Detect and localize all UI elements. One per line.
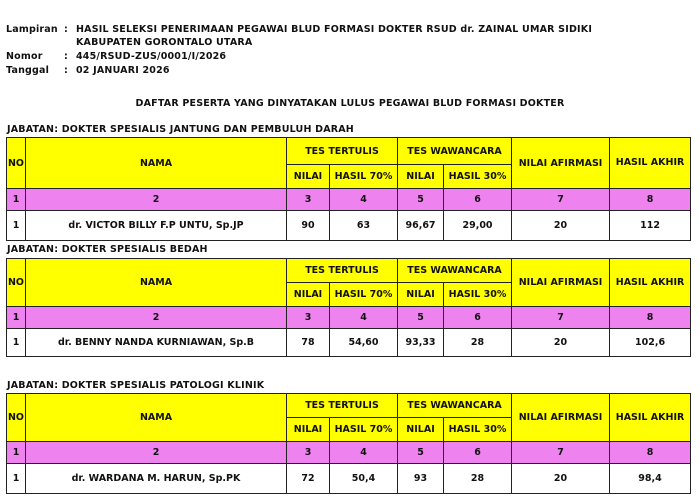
lampiran-line bbox=[6, 24, 592, 35]
col-hasil-akhir-header: HASIL AKHIR bbox=[610, 394, 691, 442]
row-hasil-akhir: 112 bbox=[610, 211, 691, 241]
index-cell: 5 bbox=[398, 307, 444, 329]
document-title: DAFTAR PESERTA YANG DINYATAKAN LULUS PEGAWAI BLUD FORMASI DOKTER bbox=[135, 98, 565, 109]
nomor-label: Nomor bbox=[6, 51, 43, 62]
tanggal-line bbox=[6, 65, 170, 76]
row-no: 1 bbox=[7, 464, 26, 494]
col-no-header: NO bbox=[7, 394, 26, 442]
row-nilai-tertulis: 72 bbox=[287, 464, 330, 494]
index-cell: 8 bbox=[610, 442, 691, 464]
index-cell: 2 bbox=[26, 307, 287, 329]
col-hasil30-header: HASIL 30% bbox=[444, 165, 512, 189]
row-nilai-wawancara: 96,67 bbox=[398, 211, 444, 241]
row-hasil-akhir: 98,4 bbox=[610, 464, 691, 494]
col-nilai-header: NILAI bbox=[398, 418, 444, 442]
index-cell: 3 bbox=[287, 307, 330, 329]
col-nilai-afirmasi-header: NILAI AFIRMASI bbox=[512, 394, 610, 442]
index-cell: 2 bbox=[26, 189, 287, 211]
col-hasil30-header: HASIL 30% bbox=[444, 418, 512, 442]
row-afirmasi: 20 bbox=[512, 464, 610, 494]
index-cell: 1 bbox=[7, 307, 26, 329]
table-row bbox=[7, 464, 691, 494]
col-no-header: NO bbox=[7, 138, 26, 189]
row-hasil-akhir: 102,6 bbox=[610, 329, 691, 357]
index-cell: 2 bbox=[26, 442, 287, 464]
table-row bbox=[7, 211, 691, 241]
row-hasil70: 50,4 bbox=[330, 464, 398, 494]
lampiran-line-2 bbox=[76, 37, 253, 48]
col-nilai-header: NILAI bbox=[398, 283, 444, 307]
col-hasil-akhir-header: HASIL AKHIR bbox=[610, 259, 691, 307]
row-nilai-wawancara: 93 bbox=[398, 464, 444, 494]
row-hasil70: 63 bbox=[330, 211, 398, 241]
index-cell: 8 bbox=[610, 307, 691, 329]
tanggal-label: Tanggal bbox=[6, 65, 50, 76]
row-afirmasi: 20 bbox=[512, 329, 610, 357]
index-cell: 6 bbox=[444, 307, 512, 329]
lampiran-label: Lampiran bbox=[6, 24, 58, 35]
row-no: 1 bbox=[7, 329, 26, 357]
table-header-row bbox=[7, 138, 691, 165]
results-table bbox=[6, 258, 691, 357]
col-tes-wawancara-header: TES WAWANCARA bbox=[398, 138, 512, 165]
col-nilai-header: NILAI bbox=[398, 165, 444, 189]
col-nilai-header: NILAI bbox=[287, 283, 330, 307]
col-nilai-afirmasi-header: NILAI AFIRMASI bbox=[512, 259, 610, 307]
index-cell: 8 bbox=[610, 189, 691, 211]
index-cell: 6 bbox=[444, 442, 512, 464]
col-no-header: NO bbox=[7, 259, 26, 307]
index-cell: 7 bbox=[512, 307, 610, 329]
index-cell: 7 bbox=[512, 442, 610, 464]
index-cell: 5 bbox=[398, 442, 444, 464]
index-cell: 4 bbox=[330, 442, 398, 464]
results-table bbox=[6, 137, 691, 241]
col-hasil-akhir-header: HASIL AKHIR bbox=[610, 138, 691, 189]
index-cell: 1 bbox=[7, 442, 26, 464]
index-cell: 3 bbox=[287, 189, 330, 211]
tanggal-value: 02 JANUARI 2026 bbox=[76, 65, 170, 76]
index-cell: 3 bbox=[287, 442, 330, 464]
index-cell: 7 bbox=[512, 189, 610, 211]
col-hasil70-header: HASIL 70% bbox=[330, 283, 398, 307]
col-tes-wawancara-header: TES WAWANCARA bbox=[398, 259, 512, 283]
jabatan-title: JABATAN: DOKTER SPESIALIS PATOLOGI KLINIK bbox=[7, 380, 265, 391]
col-nama-header: NAMA bbox=[26, 394, 287, 442]
col-hasil30-header: HASIL 30% bbox=[444, 283, 512, 307]
lampiran-separator: : bbox=[64, 24, 68, 35]
col-tes-tertulis-header: TES TERTULIS bbox=[287, 138, 398, 165]
index-cell: 5 bbox=[398, 189, 444, 211]
row-nama: dr. VICTOR BILLY F.P UNTU, Sp.JP bbox=[26, 211, 287, 241]
lampiran-text: HASIL SELEKSI PENERIMAAN PEGAWAI BLUD FORMASI DOKTER RSUD dr. ZAINAL UMAR SIDIKI bbox=[76, 24, 593, 35]
row-nilai-tertulis: 90 bbox=[287, 211, 330, 241]
col-nilai-afirmasi-header: NILAI AFIRMASI bbox=[512, 138, 610, 189]
index-cell: 6 bbox=[444, 189, 512, 211]
tanggal-separator: : bbox=[64, 65, 68, 76]
results-table bbox=[6, 393, 691, 494]
nomor-separator: : bbox=[64, 51, 68, 62]
row-hasil30: 28 bbox=[444, 329, 512, 357]
col-tes-tertulis-header: TES TERTULIS bbox=[287, 394, 398, 418]
row-afirmasi: 20 bbox=[512, 211, 610, 241]
lampiran-text-2: KABUPATEN GORONTALO UTARA bbox=[76, 37, 253, 48]
col-nama-header: NAMA bbox=[26, 259, 287, 307]
jabatan-title: JABATAN: DOKTER SPESIALIS BEDAH bbox=[7, 244, 208, 255]
col-tes-wawancara-header: TES WAWANCARA bbox=[398, 394, 512, 418]
row-nilai-wawancara: 93,33 bbox=[398, 329, 444, 357]
jabatan-title: JABATAN: DOKTER SPESIALIS JANTUNG DAN PEMBULUH DARAH bbox=[7, 124, 354, 135]
table-header-row bbox=[7, 394, 691, 418]
table-header-row bbox=[7, 259, 691, 283]
row-hasil30: 29,00 bbox=[444, 211, 512, 241]
col-hasil70-header: HASIL 70% bbox=[330, 418, 398, 442]
column-index-row bbox=[7, 307, 691, 329]
col-nilai-header: NILAI bbox=[287, 165, 330, 189]
row-hasil30: 28 bbox=[444, 464, 512, 494]
col-nama-header: NAMA bbox=[26, 138, 287, 189]
column-index-row bbox=[7, 189, 691, 211]
col-hasil70-header: HASIL 70% bbox=[330, 165, 398, 189]
index-cell: 4 bbox=[330, 189, 398, 211]
row-nilai-tertulis: 78 bbox=[287, 329, 330, 357]
table-row bbox=[7, 329, 691, 357]
row-no: 1 bbox=[7, 211, 26, 241]
index-cell: 1 bbox=[7, 189, 26, 211]
col-nilai-header: NILAI bbox=[287, 418, 330, 442]
row-hasil70: 54,60 bbox=[330, 329, 398, 357]
row-nama: dr. WARDANA M. HARUN, Sp.PK bbox=[26, 464, 287, 494]
index-cell: 4 bbox=[330, 307, 398, 329]
nomor-value: 445/RSUD-ZUS/0001/I/2026 bbox=[76, 51, 227, 62]
col-tes-tertulis-header: TES TERTULIS bbox=[287, 259, 398, 283]
column-index-row bbox=[7, 442, 691, 464]
nomor-line bbox=[6, 51, 226, 62]
row-nama: dr. BENNY NANDA KURNIAWAN, Sp.B bbox=[26, 329, 287, 357]
